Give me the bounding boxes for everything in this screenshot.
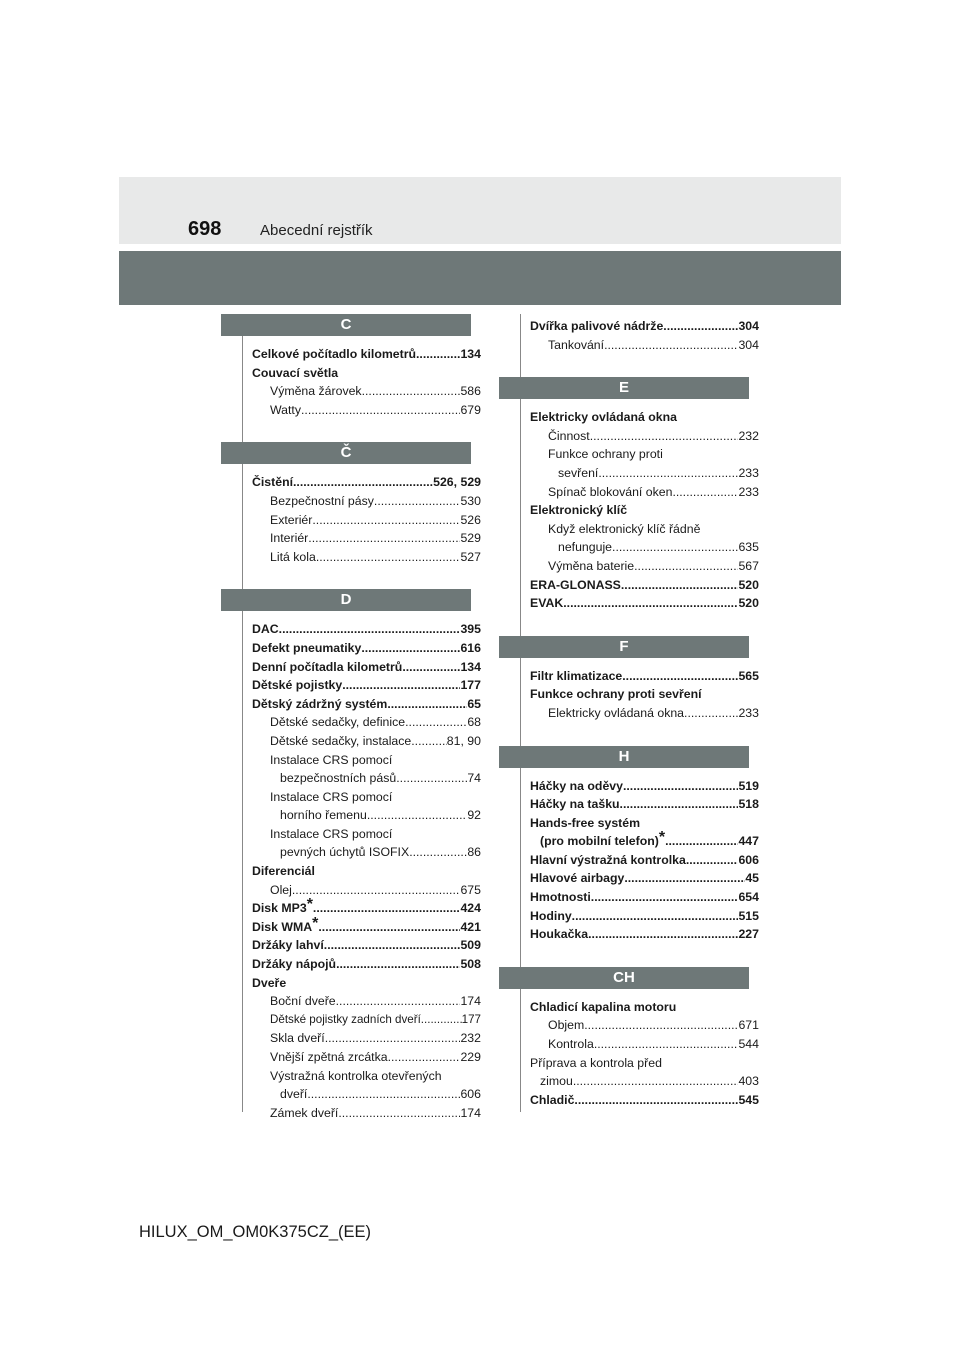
index-subentry-continuation[interactable]: horního řemenu ..... 92 xyxy=(252,806,481,825)
index-subentry-continuation[interactable]: nefunguje ..... 635 xyxy=(530,538,759,557)
index-subentry[interactable]: Když elektronický klíč řádně xyxy=(548,521,701,536)
page-number: 698 xyxy=(188,218,222,240)
index-entry[interactable]: Háčky na oděvy ..... 519 xyxy=(530,777,759,796)
letter-header-c: C xyxy=(221,314,471,336)
index-subentry[interactable]: Instalace CRS pomocí xyxy=(270,826,393,841)
index-entry[interactable]: Chladič ..... 545 xyxy=(530,1091,759,1110)
index-entry[interactable]: Dětský zádržný systém ..... 65 xyxy=(252,695,481,714)
letter-header-c-caron: Č xyxy=(221,442,471,464)
index-subentry[interactable]: Kontrola ..... 544 xyxy=(530,1035,759,1054)
footnote-star: * xyxy=(306,896,313,914)
index-subentry-continuation[interactable]: dveří ..... 606 xyxy=(252,1085,481,1104)
index-subentry[interactable]: Činnost ..... 232 xyxy=(530,427,759,446)
index-entry[interactable]: Diferenciál xyxy=(252,864,315,879)
index-entry[interactable]: Dveře xyxy=(252,975,287,990)
index-entry[interactable]: Hands-free systém xyxy=(530,815,641,830)
index-entry[interactable]: DAC ..... 395 xyxy=(252,620,481,639)
index-entry[interactable]: Couvací světla xyxy=(252,365,339,380)
index-entry[interactable]: Denní počítadla kilometrů ..... 134 xyxy=(252,658,481,677)
index-subentry[interactable]: Zámek dveří ..... 174 xyxy=(252,1104,481,1123)
index-entry[interactable]: Dětské pojistky ..... 177 xyxy=(252,676,481,695)
index-subentry[interactable]: Watty ..... 679 xyxy=(252,401,481,420)
index-subentry[interactable]: Dětské sedačky, instalace ..... 81, 90 xyxy=(252,732,481,751)
index-entry[interactable]: Háčky na tašku ..... 518 xyxy=(530,795,759,814)
index-entry[interactable]: Držáky lahví ..... 509 xyxy=(252,936,481,955)
index-subentry-continuation[interactable]: bezpečnostních pásů ..... 74 xyxy=(252,769,481,788)
index-subentry[interactable]: Výměna žárovek ..... 586 xyxy=(252,382,481,401)
letter-header-f: F xyxy=(499,636,749,658)
index-entry[interactable]: Hodiny ..... 515 xyxy=(530,907,759,926)
index-entry[interactable]: Disk WMA* ..... 421 xyxy=(252,918,481,937)
index-entry[interactable]: Elektronický klíč xyxy=(530,503,628,518)
index-subentry[interactable]: Tankování ..... 304 xyxy=(530,336,759,355)
left-column-rule xyxy=(242,314,243,1112)
footnote-star: * xyxy=(658,829,666,847)
index-subentry[interactable]: Výstražná kontrolka otevřených xyxy=(270,1068,442,1083)
index-entry[interactable]: Disk MP3* ..... 424 xyxy=(252,899,481,918)
index-subentry[interactable]: Boční dveře ..... 174 xyxy=(252,992,481,1011)
index-subentry-continuation[interactable]: pevných úchytů ISOFIX ..... 86 xyxy=(252,843,481,862)
index-entry[interactable]: Držáky nápojů ..... 508 xyxy=(252,955,481,974)
index-entry[interactable]: Dvířka palivové nádrže ..... 304 xyxy=(530,317,759,336)
index-entry-continuation[interactable]: zimou ..... 403 xyxy=(530,1072,759,1091)
index-subentry[interactable]: Skla dveří ..... 232 xyxy=(252,1029,481,1048)
index-subentry[interactable]: Instalace CRS pomocí xyxy=(270,789,393,804)
index-entry[interactable]: Filtr klimatizace ..... 565 xyxy=(530,667,759,686)
index-right-column xyxy=(530,317,759,1109)
page-title: Abecední rejstřík xyxy=(260,222,373,239)
index-subentry[interactable]: Dětské pojistky zadních dveří ..... 177 xyxy=(252,1011,481,1030)
header-band xyxy=(119,177,841,244)
letter-header-e: E xyxy=(499,377,749,399)
index-subentry[interactable]: Vnější zpětná zrcátka ..... 229 xyxy=(252,1048,481,1067)
footnote-star: * xyxy=(312,914,319,932)
index-left-column xyxy=(252,314,481,1122)
index-entry[interactable]: Chladicí kapalina motoru xyxy=(530,999,677,1014)
right-column-rule xyxy=(520,314,521,1112)
index-subentry[interactable]: Funkce ochrany proti xyxy=(548,447,663,462)
index-entry[interactable]: Hlavové airbagy ..... 45 xyxy=(530,869,759,888)
index-subentry-continuation[interactable]: sevření ..... 233 xyxy=(530,464,759,483)
index-entry[interactable]: Elektricky ovládaná okna xyxy=(530,410,677,425)
index-subentry[interactable]: Elektricky ovládaná okna ..... 233 xyxy=(530,704,759,723)
letter-header-h: H xyxy=(499,746,749,768)
index-entry[interactable]: Příprava a kontrola před xyxy=(530,1055,662,1070)
index-subentry[interactable]: Instalace CRS pomocí xyxy=(270,752,393,767)
index-subentry[interactable]: Olej ..... 675 xyxy=(252,881,481,900)
index-subentry[interactable]: Spínač blokování oken ..... 233 xyxy=(530,483,759,502)
index-subentry[interactable]: Bezpečnostní pásy ..... 530 xyxy=(252,492,481,511)
letter-header-ch: CH xyxy=(499,967,749,989)
letter-header-d: D xyxy=(221,589,471,611)
index-subentry[interactable]: Výměna baterie ..... 567 xyxy=(530,557,759,576)
index-entry[interactable]: Houkačka ..... 227 xyxy=(530,925,759,944)
index-subentry[interactable]: Objem ..... 671 xyxy=(530,1016,759,1035)
index-subentry[interactable]: Exteriér ..... 526 xyxy=(252,511,481,530)
index-entry[interactable]: ERA-GLONASS ..... 520 xyxy=(530,576,759,595)
index-entry[interactable]: Celkové počítadlo kilometrů ..... 134 xyxy=(252,345,481,364)
index-entry-continuation[interactable]: (pro mobilní telefon)* ..... 447 xyxy=(530,832,759,851)
index-entry[interactable]: Defekt pneumatiky ..... 616 xyxy=(252,639,481,658)
section-band xyxy=(119,251,841,305)
index-entry[interactable]: Funkce ochrany proti sevření xyxy=(530,687,702,702)
index-subentry[interactable]: Litá kola ..... 527 xyxy=(252,548,481,567)
index-entry[interactable]: Hlavní výstražná kontrolka ..... 606 xyxy=(530,851,759,870)
document-code: HILUX_OM_OM0K375CZ_(EE) xyxy=(139,1223,371,1241)
index-subentry[interactable]: Dětské sedačky, definice ..... 68 xyxy=(252,713,481,732)
index-entry[interactable]: Hmotnosti ..... 654 xyxy=(530,888,759,907)
index-entry[interactable]: EVAK ..... 520 xyxy=(530,594,759,613)
index-subentry[interactable]: Interiér ..... 529 xyxy=(252,529,481,548)
index-entry[interactable]: Čistění ..... 526, 529 xyxy=(252,473,481,492)
